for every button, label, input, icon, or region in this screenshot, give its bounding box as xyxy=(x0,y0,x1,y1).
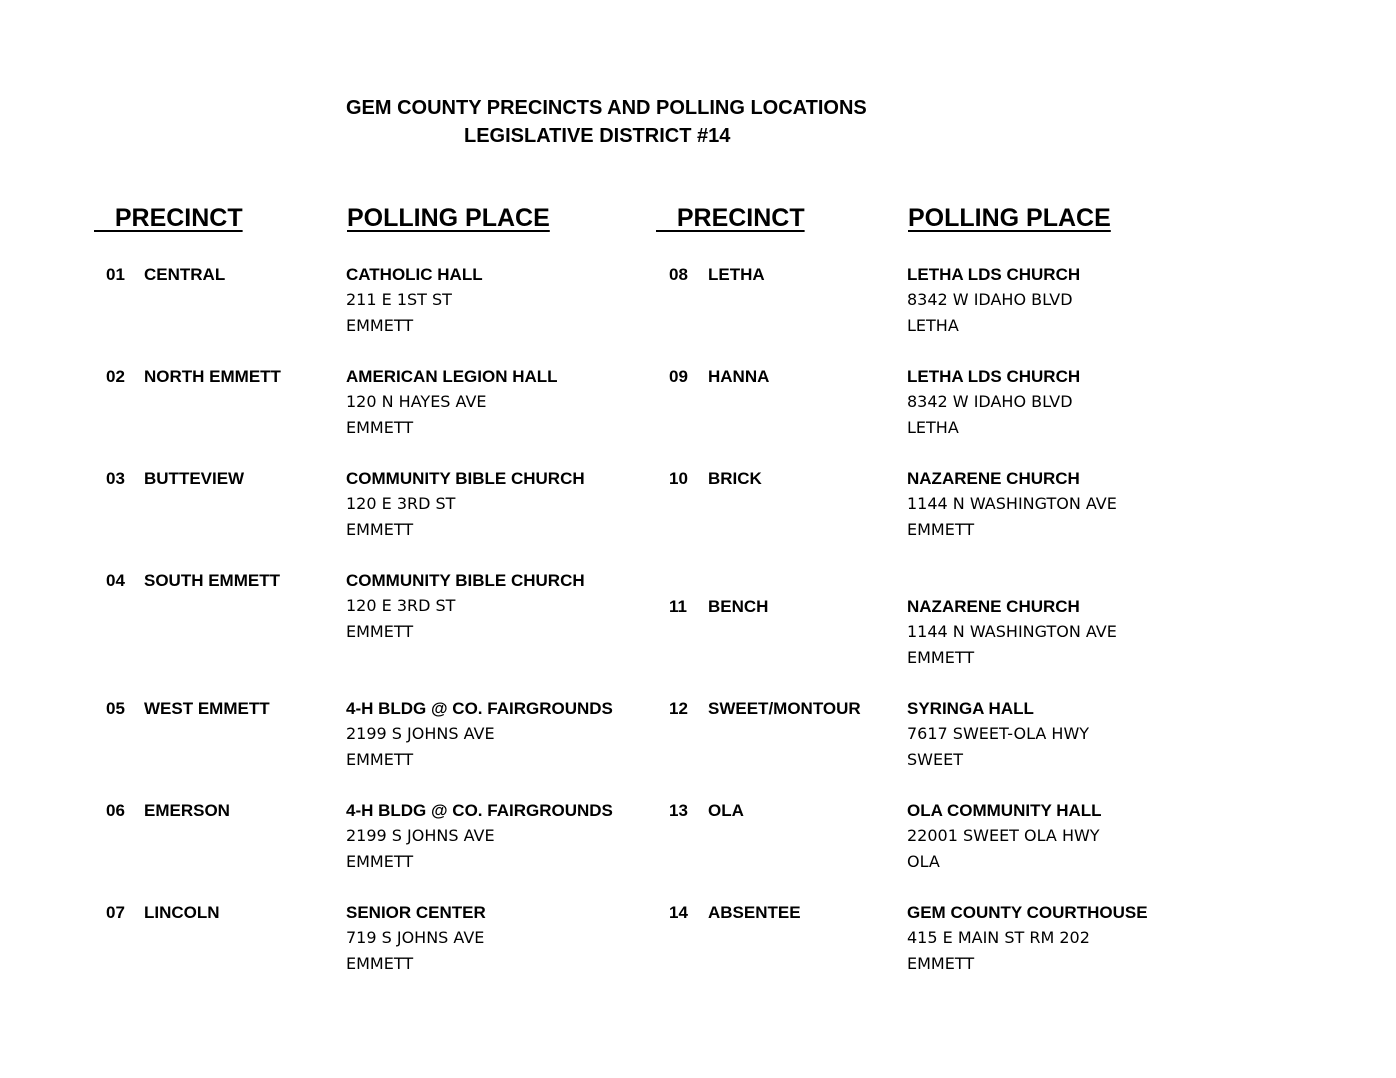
document-title: GEM COUNTY PRECINCTS AND POLLING LOCATIONS xyxy=(346,97,867,119)
polling-place-name: SYRINGA HALL xyxy=(907,699,1034,718)
polling-place-name: LETHA LDS CHURCH xyxy=(907,265,1081,284)
precinct-name: CENTRAL xyxy=(144,265,226,284)
precinct-entry xyxy=(0,696,1396,774)
polling-place-city: SWEET xyxy=(907,750,963,769)
precinct-name: WEST EMMETT xyxy=(144,699,270,718)
polling-place-city: EMMETT xyxy=(907,648,975,667)
polling-place-address: 1144 N WASHINGTON AVE xyxy=(907,494,1117,513)
polling-place-address: 2199 S JOHNS AVE xyxy=(346,826,495,845)
precinct-entry xyxy=(0,594,1396,672)
precinct-entry xyxy=(0,900,1396,978)
polling-place-city: EMMETT xyxy=(346,520,414,539)
precinct-number: 10 xyxy=(669,469,688,488)
polling-place-address: 211 E 1ST ST xyxy=(346,290,452,309)
precinct-number: 07 xyxy=(106,903,125,922)
polling-place-city: LETHA xyxy=(907,418,959,437)
header-precinct-right: PRECINCT xyxy=(656,204,805,232)
precinct-name: BRICK xyxy=(708,469,762,488)
polling-place-address: 415 E MAIN ST RM 202 xyxy=(907,928,1090,947)
polling-place-address: 120 E 3RD ST xyxy=(346,596,456,615)
precinct-name: BENCH xyxy=(708,597,769,616)
precinct-number: 05 xyxy=(106,699,125,718)
precinct-name: SWEET/MONTOUR xyxy=(708,699,861,718)
precinct-name: LINCOLN xyxy=(144,903,220,922)
precinct-name: ABSENTEE xyxy=(708,903,801,922)
polling-place-address: 120 N HAYES AVE xyxy=(346,392,487,411)
document-subtitle: LEGISLATIVE DISTRICT #14 xyxy=(464,125,731,147)
precinct-number: 14 xyxy=(669,903,688,922)
polling-place-city: EMMETT xyxy=(346,750,414,769)
polling-place-city: EMMETT xyxy=(907,520,975,539)
polling-place-city: EMMETT xyxy=(346,954,414,973)
polling-place-address: 719 S JOHNS AVE xyxy=(346,928,485,947)
header-precinct-left: PRECINCT xyxy=(94,204,243,232)
polling-place-name: SENIOR CENTER xyxy=(346,903,486,922)
precinct-number: 03 xyxy=(106,469,125,488)
precinct-number: 12 xyxy=(669,699,688,718)
polling-place-name: 4-H BLDG @ CO. FAIRGROUNDS xyxy=(346,801,613,820)
polling-place-city: LETHA xyxy=(907,316,959,335)
polling-place-city: EMMETT xyxy=(346,852,414,871)
precinct-number: 13 xyxy=(669,801,688,820)
polling-place-address: 8342 W IDAHO BLVD xyxy=(907,290,1073,309)
polling-place-name: NAZARENE CHURCH xyxy=(907,597,1080,616)
header-polling-place-left: POLLING PLACE xyxy=(347,204,550,232)
precinct-number: 08 xyxy=(669,265,688,284)
polling-place-name: LETHA LDS CHURCH xyxy=(907,367,1081,386)
polling-place-city: OLA xyxy=(907,852,940,871)
polling-place-name: NAZARENE CHURCH xyxy=(907,469,1080,488)
precinct-name: OLA xyxy=(708,801,744,820)
precinct-name: HANNA xyxy=(708,367,770,386)
polling-place-address: 120 E 3RD ST xyxy=(346,494,456,513)
precinct-number: 11 xyxy=(669,597,687,616)
precinct-entry xyxy=(0,262,1396,340)
precinct-name: EMERSON xyxy=(144,801,230,820)
precinct-name: BUTTEVIEW xyxy=(144,469,245,488)
polling-place-name: COMMUNITY BIBLE CHURCH xyxy=(346,571,585,590)
polling-place-name: 4-H BLDG @ CO. FAIRGROUNDS xyxy=(346,699,613,718)
polling-place-city: EMMETT xyxy=(907,954,975,973)
polling-place-address: 8342 W IDAHO BLVD xyxy=(907,392,1073,411)
polling-place-address: 7617 SWEET-OLA HWY xyxy=(907,724,1090,743)
precinct-number: 02 xyxy=(106,367,125,386)
polling-place-name: COMMUNITY BIBLE CHURCH xyxy=(346,469,585,488)
precinct-name: SOUTH EMMETT xyxy=(144,571,280,590)
precinct-number: 01 xyxy=(106,265,125,284)
polling-place-city: EMMETT xyxy=(346,622,414,641)
polling-place-address: 2199 S JOHNS AVE xyxy=(346,724,495,743)
polling-place-name: OLA COMMUNITY HALL xyxy=(907,801,1102,820)
polling-place-name: AMERICAN LEGION HALL xyxy=(346,367,558,386)
precinct-entry xyxy=(0,798,1396,876)
header-polling-place-right: POLLING PLACE xyxy=(908,204,1111,232)
precinct-number: 04 xyxy=(106,571,125,590)
polling-place-address: 22001 SWEET OLA HWY xyxy=(907,826,1100,845)
precinct-number: 09 xyxy=(669,367,688,386)
polling-place-name: CATHOLIC HALL xyxy=(346,265,483,284)
polling-place-city: EMMETT xyxy=(346,316,414,335)
precinct-name: LETHA xyxy=(708,265,765,284)
precinct-name: NORTH EMMETT xyxy=(144,367,281,386)
precinct-entry xyxy=(0,466,1396,544)
polling-place-address: 1144 N WASHINGTON AVE xyxy=(907,622,1117,641)
precinct-entry xyxy=(0,364,1396,442)
precinct-number: 06 xyxy=(106,801,125,820)
polling-place-city: EMMETT xyxy=(346,418,414,437)
polling-place-name: GEM COUNTY COURTHOUSE xyxy=(907,903,1148,922)
